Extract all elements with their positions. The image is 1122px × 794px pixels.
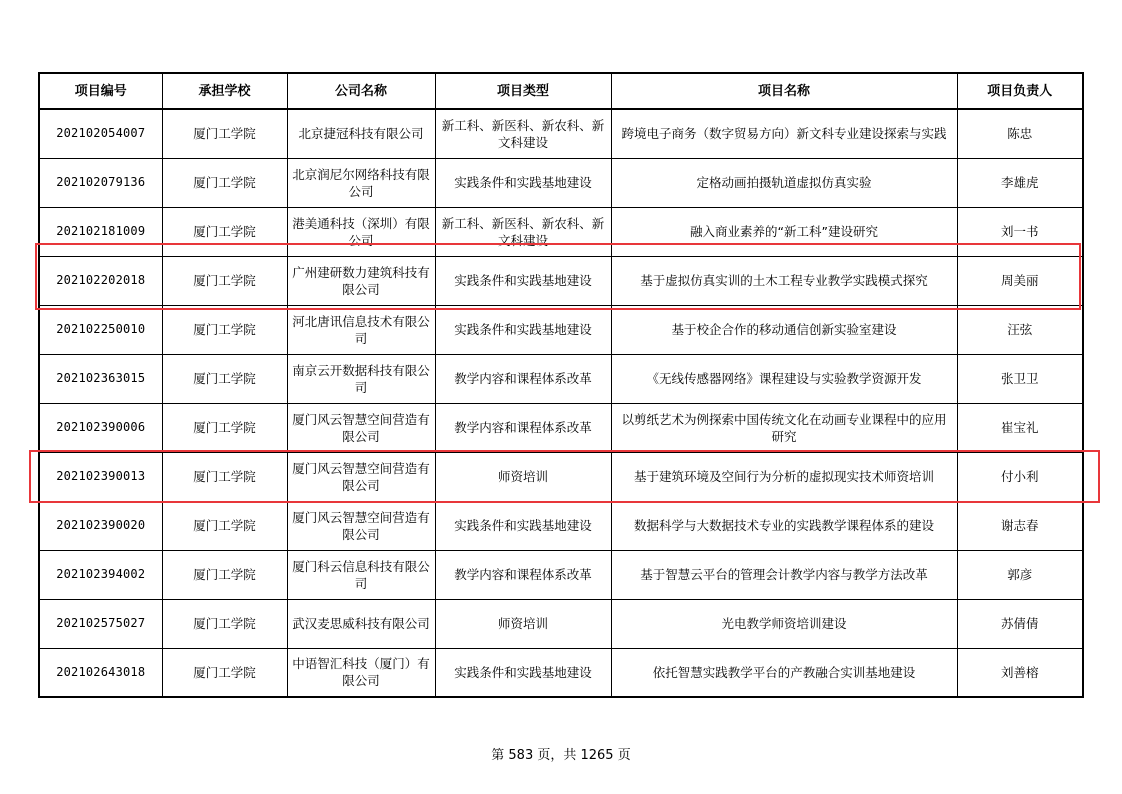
cell-project-name: 以剪纸艺术为例探索中国传统文化在动画专业课程中的应用研究 <box>611 403 957 452</box>
cell-project-id: 202102575027 <box>39 599 162 648</box>
cell-school: 厦门工学院 <box>162 550 287 599</box>
page-number: 第 583 页，共 1265 页 <box>491 748 631 763</box>
cell-project-type: 教学内容和课程体系改革 <box>435 403 611 452</box>
cell-project-type: 新工科、新医科、新农科、新文科建设 <box>435 207 611 256</box>
cell-company: 广州建研数力建筑科技有限公司 <box>287 256 435 305</box>
cell-leader: 谢志春 <box>957 501 1083 550</box>
cell-company: 厦门风云智慧空间营造有限公司 <box>287 403 435 452</box>
cell-project-type: 实践条件和实践基地建设 <box>435 501 611 550</box>
col-header-leader: 项目负责人 <box>957 73 1083 109</box>
cell-project-id: 202102181009 <box>39 207 162 256</box>
cell-company: 厦门风云智慧空间营造有限公司 <box>287 452 435 501</box>
cell-leader: 刘善榕 <box>957 648 1083 697</box>
cell-school: 厦门工学院 <box>162 256 287 305</box>
cell-project-name: 定格动画拍摄轨道虚拟仿真实验 <box>611 158 957 207</box>
cell-project-id: 202102079136 <box>39 158 162 207</box>
table-row <box>39 452 1083 501</box>
cell-company: 北京润尼尔网络科技有限公司 <box>287 158 435 207</box>
cell-project-type: 实践条件和实践基地建设 <box>435 256 611 305</box>
cell-project-id: 202102643018 <box>39 648 162 697</box>
cell-school: 厦门工学院 <box>162 158 287 207</box>
cell-project-name: 依托智慧实践教学平台的产教融合实训基地建设 <box>611 648 957 697</box>
table-row <box>39 109 1083 158</box>
table-row <box>39 648 1083 697</box>
cell-project-type: 实践条件和实践基地建设 <box>435 305 611 354</box>
cell-project-name: 基于智慧云平台的管理会计教学内容与教学方法改革 <box>611 550 957 599</box>
cell-project-type: 师资培训 <box>435 452 611 501</box>
table-row <box>39 158 1083 207</box>
cell-project-name: 跨境电子商务（数字贸易方向）新文科专业建设探索与实践 <box>611 109 957 158</box>
cell-leader: 周美丽 <box>957 256 1083 305</box>
cell-project-id: 202102390013 <box>39 452 162 501</box>
cell-leader: 张卫卫 <box>957 354 1083 403</box>
cell-leader: 李雄虎 <box>957 158 1083 207</box>
col-header-company: 公司名称 <box>287 73 435 109</box>
cell-leader: 付小利 <box>957 452 1083 501</box>
cell-company: 武汉麦思威科技有限公司 <box>287 599 435 648</box>
cell-project-name: 基于虚拟仿真实训的土木工程专业教学实践模式探究 <box>611 256 957 305</box>
cell-project-type: 师资培训 <box>435 599 611 648</box>
cell-project-name: 基于校企合作的移动通信创新实验室建设 <box>611 305 957 354</box>
cell-company: 河北唐讯信息技术有限公司 <box>287 305 435 354</box>
cell-school: 厦门工学院 <box>162 599 287 648</box>
table-row <box>39 550 1083 599</box>
cell-school: 厦门工学院 <box>162 452 287 501</box>
cell-school: 厦门工学院 <box>162 207 287 256</box>
cell-leader: 汪弦 <box>957 305 1083 354</box>
col-header-project-type: 项目类型 <box>435 73 611 109</box>
cell-project-name: 光电教学师资培训建设 <box>611 599 957 648</box>
cell-project-type: 实践条件和实践基地建设 <box>435 648 611 697</box>
table-row <box>39 354 1083 403</box>
cell-school: 厦门工学院 <box>162 501 287 550</box>
col-header-school: 承担学校 <box>162 73 287 109</box>
cell-leader: 苏倩倩 <box>957 599 1083 648</box>
cell-project-type: 教学内容和课程体系改革 <box>435 550 611 599</box>
col-header-project-name: 项目名称 <box>611 73 957 109</box>
header-row <box>39 73 1083 109</box>
table-row <box>39 207 1083 256</box>
cell-project-id: 202102394002 <box>39 550 162 599</box>
cell-school: 厦门工学院 <box>162 648 287 697</box>
cell-project-type: 实践条件和实践基地建设 <box>435 158 611 207</box>
cell-school: 厦门工学院 <box>162 305 287 354</box>
cell-school: 厦门工学院 <box>162 354 287 403</box>
cell-project-name: 《无线传感器网络》课程建设与实验教学资源开发 <box>611 354 957 403</box>
cell-company: 南京云开数据科技有限公司 <box>287 354 435 403</box>
cell-project-id: 202102390020 <box>39 501 162 550</box>
cell-project-type: 教学内容和课程体系改革 <box>435 354 611 403</box>
table-row <box>39 305 1083 354</box>
cell-leader: 陈忠 <box>957 109 1083 158</box>
table-row <box>39 256 1083 305</box>
cell-project-type: 新工科、新医科、新农科、新文科建设 <box>435 109 611 158</box>
cell-leader: 崔宝礼 <box>957 403 1083 452</box>
cell-project-id: 202102250010 <box>39 305 162 354</box>
cell-company: 北京捷冠科技有限公司 <box>287 109 435 158</box>
cell-project-id: 202102054007 <box>39 109 162 158</box>
cell-project-name: 基于建筑环境及空间行为分析的虚拟现实技术师资培训 <box>611 452 957 501</box>
cell-company: 中语智汇科技（厦门）有限公司 <box>287 648 435 697</box>
cell-project-name: 数据科学与大数据技术专业的实践教学课程体系的建设 <box>611 501 957 550</box>
cell-company: 厦门风云智慧空间营造有限公司 <box>287 501 435 550</box>
cell-school: 厦门工学院 <box>162 403 287 452</box>
table-row <box>39 403 1083 452</box>
cell-leader: 郭彦 <box>957 550 1083 599</box>
cell-company: 厦门科云信息科技有限公司 <box>287 550 435 599</box>
project-table <box>38 72 1084 698</box>
cell-project-id: 202102390006 <box>39 403 162 452</box>
cell-leader: 刘一书 <box>957 207 1083 256</box>
cell-project-id: 202102202018 <box>39 256 162 305</box>
cell-project-name: 融入商业素养的“新工科”建设研究 <box>611 207 957 256</box>
cell-school: 厦门工学院 <box>162 109 287 158</box>
cell-project-id: 202102363015 <box>39 354 162 403</box>
cell-company: 港美通科技（深圳）有限公司 <box>287 207 435 256</box>
table-row <box>39 501 1083 550</box>
table-row <box>39 599 1083 648</box>
col-header-project-id: 项目编号 <box>39 73 162 109</box>
